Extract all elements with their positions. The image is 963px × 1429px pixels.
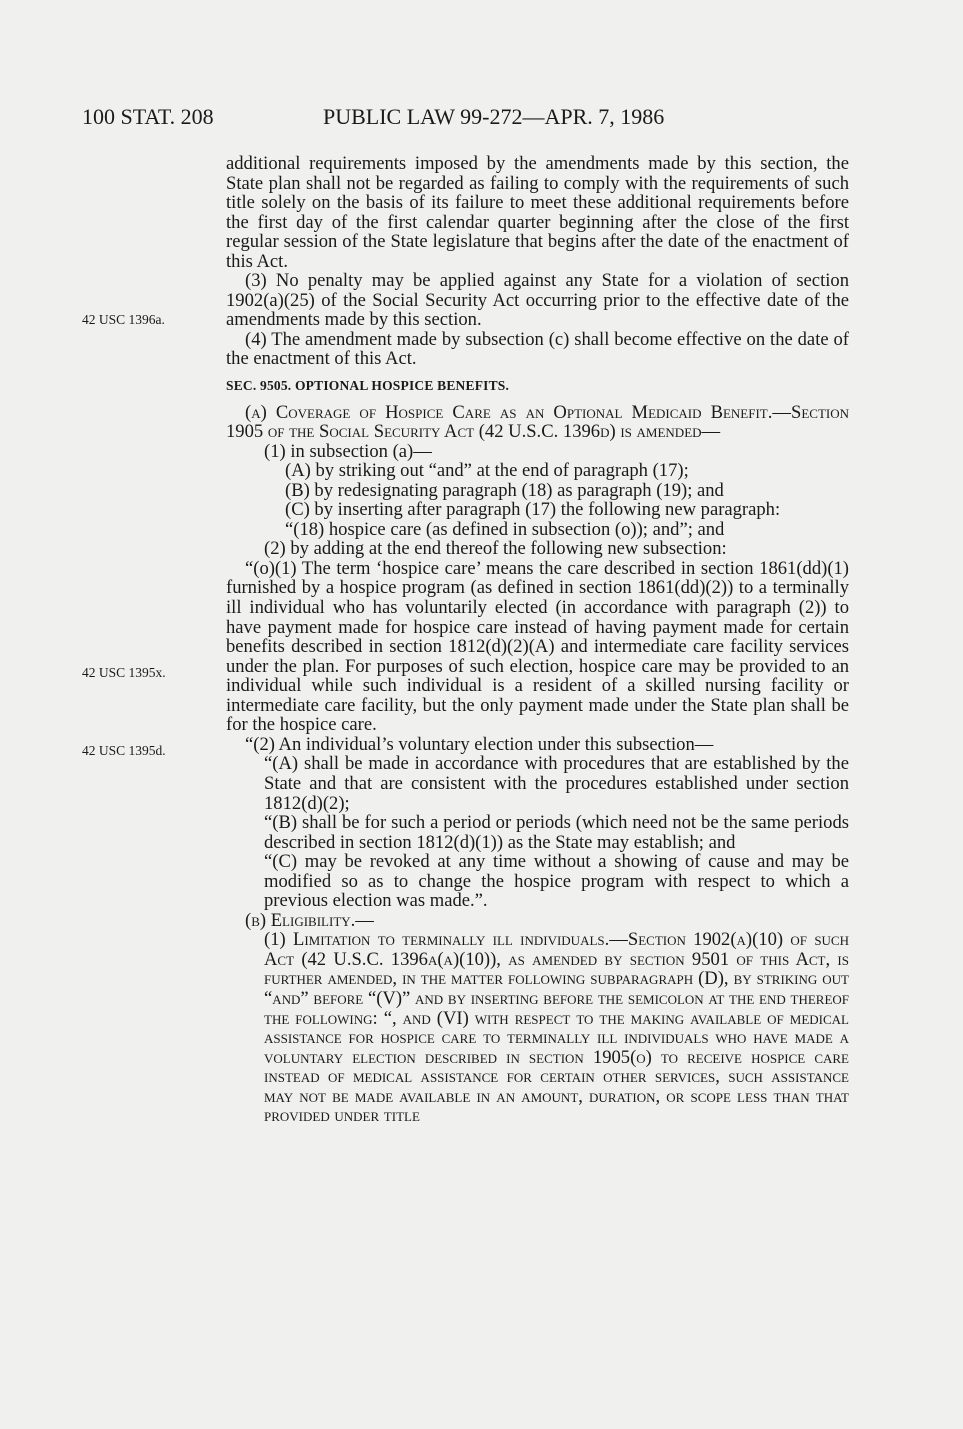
paragraph: “(A) shall be made in accordance with procedures that are established by the State and that are consistent with the procedures established under section 1812(d)(2); <box>264 753 849 814</box>
paragraph: “(2) An individual’s voluntary election under this subsection— <box>245 733 714 755</box>
page-running-head: PUBLIC LAW 99-272—APR. 7, 1986 <box>323 104 665 129</box>
document-body <box>226 154 849 1126</box>
margin-note: 42 USC 1396a. <box>82 312 165 327</box>
paragraph: “(C) may be revoked at any time without a showing of cause and may be modified so as to change the hospice program with respect to which a previous election was made.”. <box>264 851 849 912</box>
paragraph: (A) by striking out “and” at the end of paragraph (17); <box>285 460 689 482</box>
paragraph: (1) in subsection (a)— <box>264 440 432 462</box>
paragraph: “(o)(1) The term ‘hospice care’ means the care described in section 1861(dd)(1) furnished by a hospice program (as defined in section 1861(dd)(2)) to a terminally ill individual who has voluntarily elected (in accordance with paragraph (2)) to have payment made for hospice care instead of having payment made for certain benefits described in section 1812(d)(2)(A) and intermediate care facility services under the plan. For purposes of such election, hospice care may be provided to an individual while such individual is a resident of a skilled nursing facility or intermediate care facility, but the only payment made under the State plan shall be for the hospice care. <box>226 557 849 736</box>
paragraph: (3) No penalty may be applied against any State for a violation of section 1902(a)(25) of the Social Security Act occurring prior to the effective date of the amendments made by this section. <box>226 270 849 331</box>
paragraph: (1) Limitation to terminally ill individuals.—Section 1902(a)(10) of such Act (42 U.S.C. 1396a(a)(10)), as amended by section 9501 of this Act, is further amended, in the matter following subparagraph (D), by striking out “and” before “(V)” and by inserting before the semicolon at the end thereof the following: “, and (VI) with respect to the making available of medical assistance for hospice care to terminally ill individuals who have made a voluntary election described in section 1905(o) to receive hospice care instead of medical assistance for certain other services, such assistance may not be made available in an amount, duration, or scope less than that provided under title <box>264 929 849 1127</box>
page-stat-number: 100 STAT. 208 <box>82 104 214 129</box>
paragraph: (C) by inserting after paragraph (17) the following new paragraph: <box>285 499 781 521</box>
margin-note: 42 USC 1395d. <box>82 743 166 758</box>
paragraph: (B) by redesignating paragraph (18) as paragraph (19); and <box>285 479 724 501</box>
paragraph: “(B) shall be for such a period or periods (which need not be the same periods described in section 1812(d)(1)) as the State may establish; and <box>264 812 849 853</box>
paragraph: additional requirements imposed by the amendments made by this section, the State plan shall not be regarded as failing to comply with the requirements of such title solely on the basis of its failure to meet these additional requirements before the first day of the first calendar quarter beginning after the close of the first regular session of the State legislature that begins after the date of the enactment of this Act. <box>226 153 849 272</box>
paragraph: (b) Eligibility.— <box>245 909 374 931</box>
paragraph: (a) Coverage of Hospice Care as an Optional Medicaid Benefit.—Section 1905 of the Social Security Act (42 U.S.C. 1396d) is amended— <box>226 401 849 443</box>
margin-note: 42 USC 1395x. <box>82 665 166 680</box>
paragraph: “(18) hospice care (as defined in subsection (o)); and”; and <box>285 518 725 540</box>
section-heading: SEC. 9505. OPTIONAL HOSPICE BENEFITS. <box>226 378 510 394</box>
paragraph: (4) The amendment made by subsection (c) shall become effective on the date of the enactment of this Act. <box>226 328 849 370</box>
paragraph: (2) by adding at the end thereof the following new subsection: <box>264 538 727 560</box>
